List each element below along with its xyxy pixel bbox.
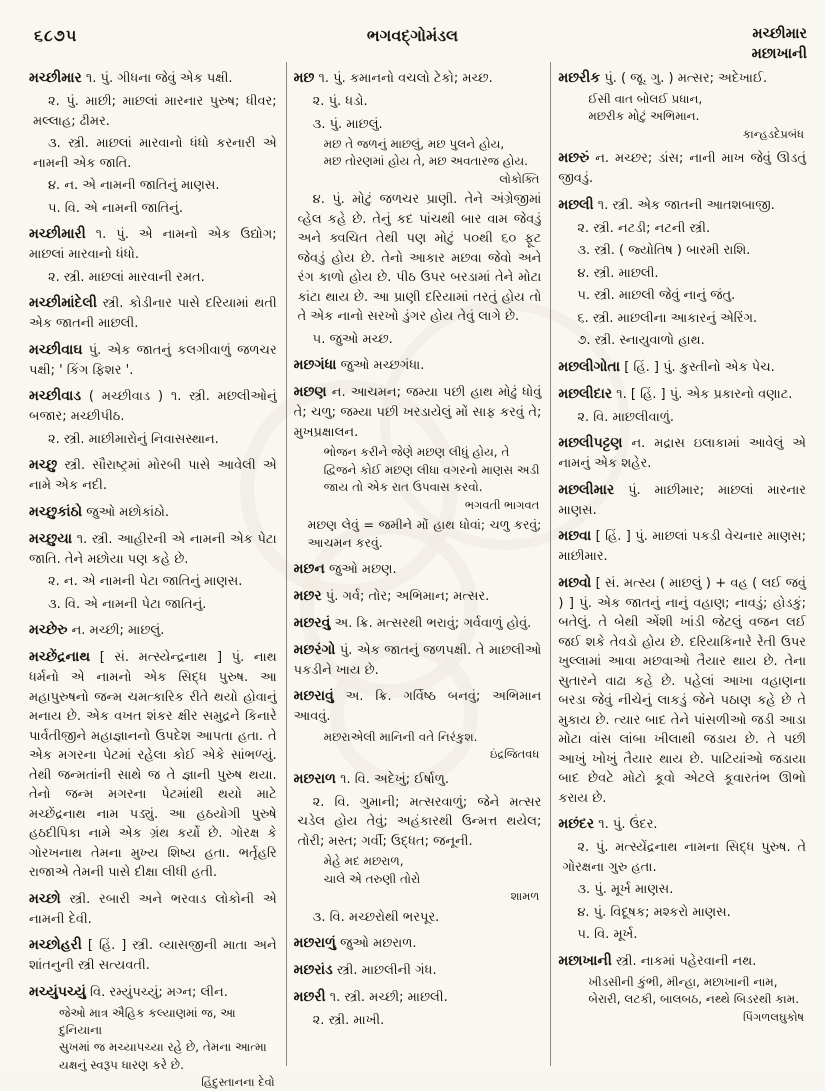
sub-definition: ૫. વિ. મૂર્ખ. bbox=[577, 927, 638, 943]
definition-text: પું. એક જાતનું જળપક્ષી. તે માછલીઓ પકડીને ખાય છે. bbox=[293, 642, 542, 678]
page-number: ૬૮૭૫ bbox=[34, 26, 78, 45]
dictionary-entry bbox=[29, 889, 277, 930]
dictionary-entry bbox=[29, 224, 277, 287]
quote-line: જાય તો એક રાત ઉપવાસ કરવો. bbox=[323, 480, 483, 495]
definition bbox=[294, 68, 542, 89]
definition bbox=[29, 224, 277, 265]
text-columns bbox=[22, 62, 815, 1090]
definition-text: ન. આચમન; જમ્યા પછી હાથ મોઢું ધોવું તે; ચળુ; જમ્યા પછી ખરડાયેલું મોં સાફ કરવું તે; મુખપ્રક્ષાલન. bbox=[293, 385, 542, 440]
sub-definition: ૫. જુઓ મચ્છ. bbox=[312, 331, 393, 347]
dictionary-entry bbox=[558, 814, 806, 945]
dictionary-entry bbox=[294, 586, 542, 607]
sub-definition: ૨. સ્ત્રી. માછીમારોનું નિવાસસ્થાન. bbox=[48, 431, 219, 447]
definition bbox=[558, 573, 806, 809]
definition bbox=[558, 148, 806, 189]
headword: મછરીક bbox=[558, 70, 601, 86]
definition-text: પું. માછીમાર; માછલાં મારનાર માણસ. bbox=[558, 482, 807, 518]
headword: મચ્છુકાંઠો bbox=[29, 503, 83, 520]
definition-text: [ હિં. ] પું. કુસ્તીનો એક પેચ. bbox=[620, 359, 775, 375]
definition-text: અ. ક્રિ. મત્સરથી ભરાવું; ગર્વવાળું હોવું. bbox=[330, 615, 532, 631]
headword: મચ્છુ bbox=[29, 457, 58, 473]
definition bbox=[294, 559, 542, 580]
definition bbox=[29, 935, 277, 976]
definition bbox=[29, 340, 277, 381]
definition-text: પું. ( જૂ. ગુ. ) મત્સર; અદેખાઈ. bbox=[600, 71, 768, 86]
headword: મચ્છોહરી bbox=[29, 937, 82, 953]
headword: મચ્છીમાર bbox=[29, 70, 82, 86]
definition bbox=[294, 586, 542, 607]
definition-text: [ હિં. ] પું. માછલાં પકડી વેચનાર માણસ; માછીમાર. bbox=[558, 529, 807, 565]
quote-line: બેરારી, લટકી, બાલબઠ, નથ્થે બિડરથી કામ. bbox=[588, 992, 800, 1007]
dictionary-entry bbox=[29, 982, 277, 1091]
quote-source: શામળ bbox=[510, 888, 540, 903]
headword: મચ્છુયા bbox=[29, 530, 73, 547]
headword: મચ્છેરુ bbox=[29, 622, 68, 638]
sub-definition: ૨. પું. મત્સ્યેંદ્રનાથ નામના સિદ્ધ પુરુષ. તે ગોરક્ષના ગુરુ હતા. bbox=[562, 840, 807, 875]
dictionary-entry bbox=[29, 620, 277, 641]
definition-text: પું. ગર્વ; તોર; અભિમાન; મત્સર. bbox=[321, 588, 490, 604]
headword: મચ્છીવાઘ bbox=[29, 341, 83, 358]
headword: મછગંધા bbox=[293, 357, 337, 374]
headword: મછણ bbox=[293, 384, 327, 401]
quote-line: ખીડસીની કુંભી, મીન્હા, મછાખાની નામ, bbox=[588, 974, 778, 989]
headword: મચ્છીમાંદેલી bbox=[29, 295, 97, 311]
headword: મચ્યુંપચ્યું bbox=[29, 983, 86, 1000]
quote-line: દ્વિજને કોઈ મછણ લીધા વગરનો માણસ અડી bbox=[323, 462, 540, 477]
sub-definition: ૨. સ્ત્રી. માછલાં મારવાની રમત. bbox=[48, 269, 205, 285]
dictionary-entry bbox=[29, 502, 277, 523]
dictionary-entry bbox=[558, 148, 806, 189]
sub-definition: ૩. સ્ત્રી. માછલાં મારવાનો ધંધો કરનારી એ નામની એક જાતિ. bbox=[33, 136, 277, 171]
definition-text: જુઓ મછરાળ. bbox=[335, 936, 417, 952]
quotation bbox=[324, 136, 542, 187]
dictionary-entry bbox=[29, 935, 277, 976]
headword: મછરી bbox=[293, 989, 326, 1006]
definition bbox=[294, 355, 542, 376]
guide-word-last: મછાખાની bbox=[751, 46, 807, 63]
dictionary-entry bbox=[294, 68, 542, 349]
definition-text: જુઓ મછોકાંઠો. bbox=[82, 504, 170, 520]
definition-text: ( મચ્છીવાડ ) ૧. સ્ત્રી. મછલીઓનું બજાર; મચ્છીપીઠ. bbox=[29, 389, 277, 424]
sub-definition: ૨. પું. ધડો. bbox=[312, 94, 368, 109]
quote-line: મછરીક મોટું અભિમાન. bbox=[588, 109, 700, 124]
definition-text: ૧. પું. કમાનનો વચલો ટેકો; મચ્છ. bbox=[314, 71, 493, 86]
headword: મછરાંડ bbox=[293, 962, 333, 979]
dictionary-entry bbox=[294, 355, 542, 376]
dictionary-entry bbox=[558, 433, 806, 474]
definition-text: ન. મદ્રાસ ઇલાકામાં આવેલું એ નામનું એક શહેર. bbox=[558, 436, 807, 472]
headword: મચ્છીવાડ bbox=[29, 388, 82, 404]
sub-definition: ૨. વિ. ગુમાની; મત્સરવાળું; જેને મત્સર ચડેલ હોય તેવું; અહંકારથી ઉન્મત્ત થયેલ; તોરી; મસ્ત; ગર્વી; ઉદ્ધત; જનૂની. bbox=[297, 794, 542, 849]
definition bbox=[558, 480, 806, 521]
dictionary-entry bbox=[294, 960, 542, 981]
quotation bbox=[59, 1005, 277, 1091]
sub-definition: ૨. સ્ત્રી. માખી. bbox=[312, 1013, 385, 1029]
column-3 bbox=[550, 62, 815, 1066]
definition bbox=[294, 640, 542, 681]
definition-text: ૧. સ્ત્રી. મચ્છી; માછલી. bbox=[325, 990, 448, 1006]
definition bbox=[29, 68, 277, 89]
quotation bbox=[324, 444, 542, 513]
definition-text: ન. મચ્છી; માછલું. bbox=[67, 623, 165, 638]
definition-text: ૧. સ્ત્રી. એક જાતની આતશબાજી. bbox=[593, 197, 775, 213]
sub-definition: ૩. વિ. મચ્છરોથી ભરપૂર. bbox=[312, 909, 440, 925]
sub-definition: ૪. પું. વિદૂષક; મશ્કરો માણસ. bbox=[577, 904, 731, 920]
headword: મછન bbox=[293, 560, 325, 577]
guide-words bbox=[752, 24, 807, 65]
headword: મચ્છીમારી bbox=[29, 226, 86, 242]
dictionary-entry bbox=[558, 526, 806, 567]
dictionary-entry bbox=[294, 613, 542, 634]
quotation bbox=[588, 91, 806, 142]
definition bbox=[558, 433, 806, 474]
definition bbox=[29, 386, 277, 427]
dictionary-entry bbox=[29, 68, 277, 218]
dictionary-entry bbox=[294, 640, 542, 681]
quote-line: મછરાએલી માનિની વતે નિરંકુશ. bbox=[323, 729, 478, 744]
sub-definition: ૨. વિ. માછલીવાળું. bbox=[577, 409, 675, 425]
headword: મછરું bbox=[558, 150, 590, 167]
quote-line: ભોજન કરીને જેણે મછણ લીધું હોય, તે bbox=[323, 445, 510, 460]
quotation bbox=[324, 853, 542, 904]
definition bbox=[29, 889, 277, 930]
quote-line: સુખમાં જ મચ્યાપચ્યા રહે છે, તેમના આત્મા bbox=[59, 1040, 267, 1055]
headword: મછલીપટ્ટણ bbox=[558, 435, 623, 452]
sub-definition: ૫. સ્ત્રી. માછલી જેવું નાનું જંતુ. bbox=[577, 288, 736, 304]
definition bbox=[294, 686, 542, 727]
sub-definition: ૪. સ્ત્રી. માછલી. bbox=[577, 265, 659, 281]
definition bbox=[294, 613, 542, 634]
quote-source: કાન્હડદેપ્રબંધ bbox=[742, 126, 805, 141]
definition bbox=[29, 293, 277, 334]
dictionary-entry bbox=[558, 357, 806, 378]
definition bbox=[294, 987, 542, 1008]
sub-definition: ૨. પું. માછી; માછલાં મારનાર પુરુષ; ધીવર; મલ્લાહ; ઢીમર. bbox=[33, 94, 277, 129]
definition bbox=[558, 384, 806, 405]
sub-definition: ૩. સ્ત્રી. ( જ્યોતિષ ) બારમી રાશિ. bbox=[577, 243, 751, 259]
dictionary-entry bbox=[558, 480, 806, 521]
definition bbox=[558, 526, 806, 567]
dictionary-entry bbox=[294, 686, 542, 763]
guide-word-first: મચ્છીમાર bbox=[752, 26, 807, 42]
dictionary-entry bbox=[558, 384, 806, 428]
definition-text: પું. એક જાતનું કલગીવાળું જળચર પક્ષી; ' કિંગ ફિશર '. bbox=[29, 342, 277, 378]
dictionary-entry bbox=[294, 382, 542, 552]
definition bbox=[294, 933, 542, 954]
definition-text: [ સં. મત્સ્યેન્દ્રનાથ ] પું. નાથ ધર્મનો એ નામનો એક સિદ્ધ પુરુષ. આ મહાપુરુષનો જન્મ ચમત્કારિક રીતે થયો હોવાનું મનાય છે. એક વખત શંકર ક્ષીર સમુદ્રને કિનારે પાર્વતીજીને મહાજ્ઞાનનો ઉપદેશ આપતા હતા. તે એક મગરના પેટમાં રહેલા કોઈ એકે સાંભળ્યું. તેથી જન્મતાંની સાથે જ તે જ્ઞાની પુરુષ થયા. તેનો જન્મ મગરના પેટમાંથી થયો માટે મચ્છેંદ્રનાથ નામ પડ્યું. આ હઠયોગી પુરુષે હઠદીપિકા નામે એક ગ્રંથ કર્યો છે. ગોરક્ષ કે ગોરખનાથ તેમના મુખ્ય શિષ્ય હતા. ભર્તૃહરિ રાજાએ તેમની પાસે દીક્ષા લીધી હતી. bbox=[29, 650, 277, 880]
headword: મછરંગો bbox=[293, 641, 336, 658]
headword: મછલીગોતા bbox=[558, 358, 621, 375]
headword: મછ bbox=[293, 70, 315, 86]
dictionary-entry bbox=[29, 455, 277, 496]
definition bbox=[294, 382, 542, 442]
headword: મચ્છો bbox=[29, 890, 61, 907]
sub-definition: ૪. ન. એ નામની જાતિનું માણસ. bbox=[48, 178, 220, 193]
quote-line: મેહે મદ મછરાળ, bbox=[323, 854, 404, 869]
sub-definition: ૩. પું. માછલું. bbox=[312, 116, 383, 132]
dictionary-entry bbox=[558, 573, 806, 809]
definition bbox=[558, 68, 806, 89]
idiom-usage: મછણ લેવું = જમીને મોં હાથ ધોવાં; ચળુ કરવું; આચમન કરવું. bbox=[307, 517, 542, 551]
headword: મછાખાની bbox=[558, 952, 612, 969]
definition-text: અ. ક્રિ. ગર્વિષ્ઠ બનવું; અભિમાન આવવું. bbox=[293, 689, 542, 725]
definition-text: જુઓ મચ્છગંધા. bbox=[336, 358, 425, 374]
definition-text: ૧. પું. ગીધના જેવું એક પક્ષી. bbox=[81, 71, 233, 86]
dictionary-entry bbox=[558, 68, 806, 142]
definition bbox=[29, 455, 277, 496]
dictionary-entry bbox=[294, 933, 542, 954]
definition bbox=[29, 502, 277, 523]
headword: મછલીમાર bbox=[558, 481, 615, 498]
headword: મછંદર bbox=[558, 816, 595, 833]
quote-source: ઇંદ્રજિતવધ bbox=[489, 746, 540, 761]
page-header bbox=[0, 24, 825, 70]
column-1 bbox=[22, 62, 286, 1090]
sub-definition: ૫. વિ. એ નામની જાતિનું. bbox=[48, 200, 183, 216]
definition-text: સ્ત્રી. કોડીનાર પાસે દરિયામાં થતી એક જાતની માછલી. bbox=[29, 296, 277, 331]
dictionary-entry bbox=[294, 987, 542, 1031]
book-title: ભગવદ્ગોમંડલ bbox=[366, 26, 459, 45]
definition-text: સ્ત્રી. સૌરાષ્ટ્રમાં મોરબી પાસે આવેલી એ નામે એક નદી. bbox=[29, 458, 277, 493]
quote-line: મછ તે જળનું માછલું, મછ પુલને હોય, bbox=[323, 137, 505, 151]
definition-text: સ્ત્રી. નાકમાં પહેરવાની નથ. bbox=[611, 953, 757, 969]
quote-line: મછ તોરણમાં હોય તે, મછ અવતારજ હોય. bbox=[323, 154, 528, 169]
dictionary-entry bbox=[294, 559, 542, 580]
dictionary-entry bbox=[29, 529, 277, 615]
definition bbox=[294, 960, 542, 981]
sub-definition: ૭. સ્ત્રી. સ્નાયુવાળો હાથ. bbox=[577, 333, 705, 349]
dictionary-entry bbox=[558, 195, 806, 351]
definition-text: વિ. રમ્યુંપચ્યું; મગ્ન; લીન. bbox=[85, 984, 228, 1000]
definition bbox=[29, 529, 277, 570]
definition bbox=[558, 357, 806, 378]
sub-definition: ૨. સ્ત્રી. નટડી; નટની સ્ત્રી. bbox=[577, 220, 711, 236]
dictionary-entry bbox=[29, 340, 277, 381]
quotation bbox=[324, 729, 542, 763]
definition-text: [ હિં. ] સ્ત્રી. વ્યાસજીની માતા અને શાંતનુની સ્ત્રી સત્યવતી. bbox=[29, 938, 277, 973]
definition-text: સ્ત્રી. રબારી અને ભરવાડ લોકોની એ નામની દેવી. bbox=[29, 891, 277, 927]
headword: મછવો bbox=[558, 574, 592, 591]
definition-text: ૧. પું. એ નામનો એક ઉદ્યોગ; માછલાં મારવાનો ધંધો. bbox=[29, 227, 277, 262]
quote-line: ચાલે એ તરુણી તોરો bbox=[323, 871, 421, 886]
headword: મછવા bbox=[558, 528, 592, 545]
dictionary-entry bbox=[29, 293, 277, 334]
sub-definition: ૩. વિ. એ નામની પેટા જાતિનું. bbox=[48, 596, 207, 612]
headword: મછલી bbox=[558, 196, 594, 213]
definition bbox=[558, 951, 806, 972]
headword: મછર bbox=[293, 587, 322, 604]
definition-text: સ્ત્રી. માછલીની ગંધ. bbox=[332, 963, 437, 979]
headword: મચ્છેંદ્રનાથ bbox=[29, 649, 91, 665]
definition-text: ૧. વિ. અદેખું; ઈર્ષાળુ. bbox=[335, 771, 449, 787]
sub-definition: ૬. સ્ત્રી. માછલીના આકારનું એરિંગ. bbox=[577, 310, 758, 326]
dictionary-entry bbox=[29, 647, 277, 883]
definition bbox=[29, 982, 277, 1003]
headword: મછરાવું bbox=[293, 688, 334, 705]
definition bbox=[558, 195, 806, 216]
definition-text: જુઓ મછણ. bbox=[324, 561, 397, 577]
headword: મછરાળ bbox=[293, 770, 336, 787]
dictionary-entry bbox=[558, 951, 806, 1025]
quote-source: લોકોક્તિ bbox=[499, 171, 540, 186]
quote-line: ઈસી વાત બોલઈ પ્રધાન, bbox=[588, 92, 703, 106]
headword: મછરાળું bbox=[293, 935, 336, 952]
definition bbox=[558, 814, 806, 835]
definition-text: ૧. પું. ઉંદર. bbox=[594, 817, 658, 833]
quote-source: ભગવતી ભાગવત bbox=[464, 497, 540, 512]
definition bbox=[29, 647, 277, 883]
quotation bbox=[588, 974, 806, 1025]
sub-definition: ૨. ન. એ નામની પેટા જાતિનું માણસ. bbox=[48, 574, 243, 589]
dictionary-entry bbox=[294, 769, 542, 927]
definition bbox=[29, 620, 277, 641]
headword: મછલીદાર bbox=[558, 385, 613, 402]
headword: મછરવું bbox=[293, 614, 331, 631]
sub-definition: ૩. પું. મૂર્ખ માણસ. bbox=[577, 882, 674, 898]
quote-source: હિંદુસ્તાનના દેવો bbox=[201, 1075, 275, 1090]
sub-definition: ૪. પું. મોટું જળચર પ્રાણી. તેને અંગ્રેજીમાં વ્હેલ કહે છે. તેનું કદ પાંચથી બાર વામ જેવડું અને ક્વચિત તેથી પણ મોટું ૫૦થી ૬૦ ફૂટ જેવડું હોય છે. તેનો આકાર મછવા જેવો અને રંગ કાળો હોય છે. પીઠ ઉપર બરડામાં તેને મોટા કાંટા થાય છે. આ પ્રાણી દરિયામાં તરતું હોય તો તે એક નાનો સરખો ડુંગર હોય તેવું લાગે છે. bbox=[297, 192, 542, 325]
quote-line: યક્ષનું સ્વરૂપ ધારણ કરે છે. bbox=[59, 1057, 184, 1072]
definition-text: ૧. [ હિં. ] પું. એક પ્રકારનો વણાટ. bbox=[612, 386, 793, 402]
definition-text: [ સં. મત્સ્ય ( માછલું ) + વહ ( લઈ જવું ) ] પું. એક જાતનું નાનું વહાણ; નાવડું; હોડકું; બતેલું. તે બેથી એંશી ખાંડી જેટલું વજન લઈ જઈ શકે તેવડો હોય છે. દરિયાકિનારે રેતી ઉપર ખુલ્લામાં આવા મછવાઓ તૈયાર થાય છે. તેના સુતારને વાઢા કહે છે. પહેલાં આખા વહાણના બરડા જેવું નીચેનું લાકડું જેને પઠાણ કહે છે તે મુકાય છે. ત્યાર બાદ તેને પાંસળીઓ જડી આડા મોટા વાંસ લાંબા ખીલાથી જડાય છે. તે પછી આખું ખોખું તૈયાર થાય છે. પાટિયાંઓ જડાયા બાદ છેવટે મોટો કૂવો એટલે કૂવારતંભ ઊભો કરાય છે. bbox=[558, 575, 807, 806]
definition bbox=[294, 769, 542, 790]
definition-text: ન. મચ્છર; ડાંસ; નાની માખ જેવું ઊડતું જીવડું. bbox=[558, 151, 807, 187]
definition-text: ૧. સ્ત્રી. આહીરની એ નામની એક પેટા જાતિ. તેને મછોયા પણ કહે છે. bbox=[29, 531, 277, 567]
column-2 bbox=[286, 62, 551, 1066]
quote-line: જેઓ માત્ર ઐહિક કલ્યાણમાં જ, આ દુનિયાના bbox=[59, 1005, 236, 1037]
quote-source: પિંગળલઘુકોષ bbox=[742, 1009, 805, 1024]
dictionary-entry bbox=[29, 386, 277, 449]
